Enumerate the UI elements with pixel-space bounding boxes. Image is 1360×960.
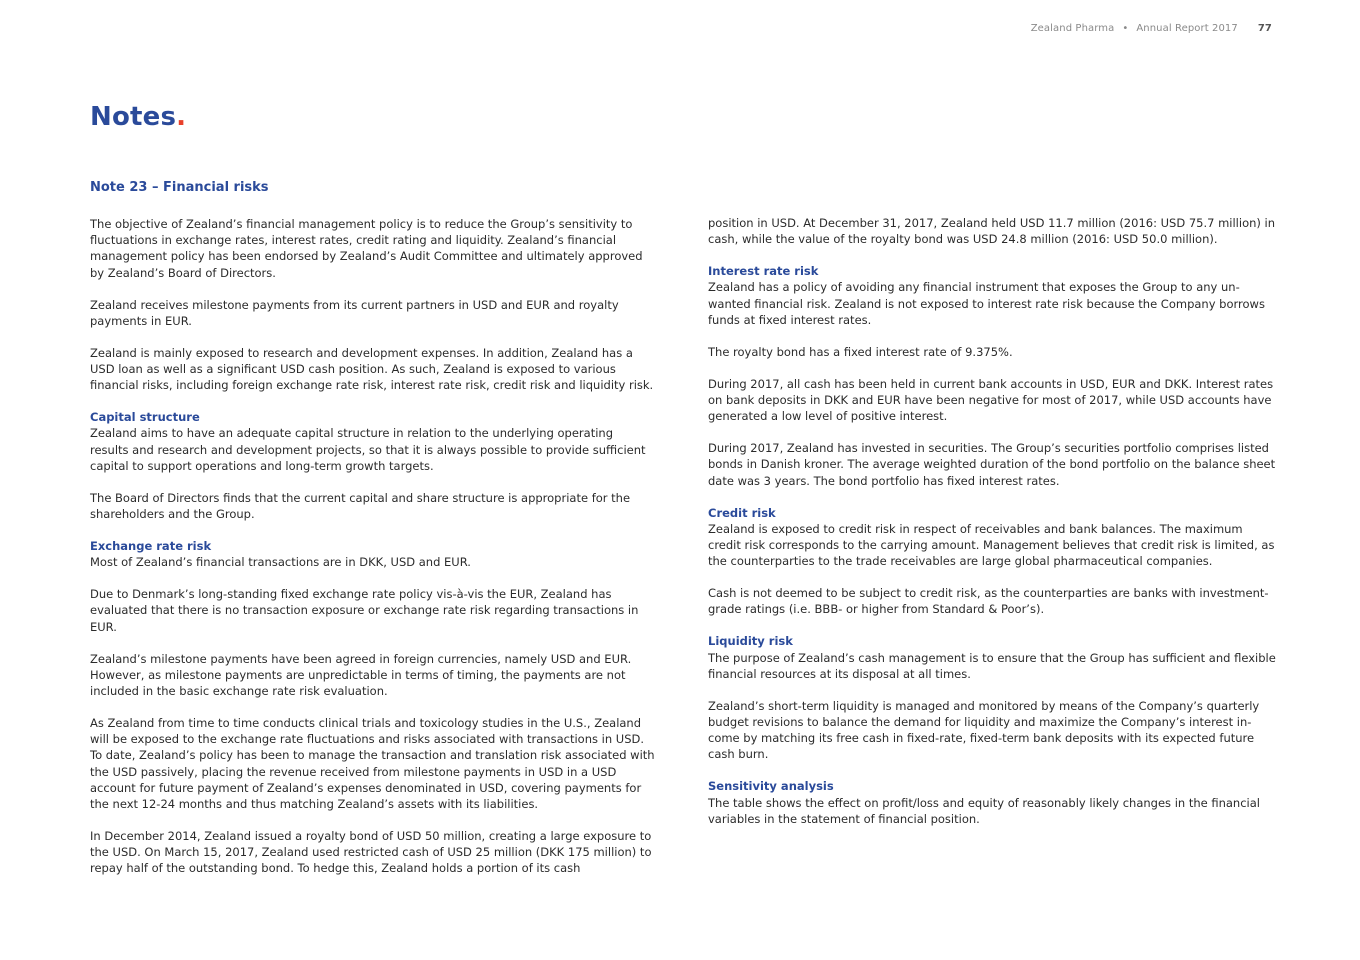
exchange-rate-risk-heading: Exchange rate risk	[90, 539, 212, 554]
running-header	[1031, 23, 1272, 34]
interest-rate-paragraph-3: During 2017, all cash has been held in current bank accounts in USD, EUR and DKK. Interest rates on bank deposits in DKK and EUR have been negative for most of 2017, while USD accounts have generated a low level of positive interest.	[708, 376, 1274, 424]
interest-rate-paragraph-2: The royalty bond has a fixed interest rate of 9.375%.	[708, 344, 1013, 359]
continued-paragraph: position in USD. At December 31, 2017, Zealand held USD 11.7 million (2016: USD 75.7 million) in cash, while the value of the royalty bond was USD 24.8 million (2016: USD 50.0 million).	[708, 216, 1276, 247]
capital-structure-paragraph-1: Zealand aims to have an adequate capital structure in relation to the underlying operating results and research and development projects, so that it is always possible to provide sufficient capital to support operations and long-term growth targets.	[90, 426, 646, 473]
exchange-rate-paragraph-3: Zealand’s milestone payments have been agreed in foreign currencies, namely USD and EUR. However, as milestone payments are unpredictable in terms of timing, the payments are not included in the basic exchange rate risk evaluation.	[90, 651, 632, 699]
credit-risk-paragraph-1: Zealand is exposed to credit risk in respect of receivables and bank balances. The maximum credit risk corresponds to the carrying amount. Management believes that credit risk is limited, as the counterparties to the trade receivables are large global pharmaceutical companies.	[708, 521, 1275, 569]
interest-rate-paragraph-4: During 2017, Zealand has invested in securities. The Group’s securities portfolio comprises listed bonds in Danish kroner. The average weighted duration of the bond portfolio on the balance sheet date was 3 years. The bond portfolio has fixed interest rates.	[708, 441, 1276, 488]
liquidity-risk-paragraph-1: The purpose of Zealand’s cash management is to ensure that the Group has sufficient and flexible financial resources at its disposal at all times.	[708, 650, 1276, 681]
capital-structure-heading: Capital structure	[90, 410, 200, 425]
page-title	[90, 102, 186, 132]
page-title-text: Notes	[90, 102, 177, 132]
liquidity-risk-heading: Liquidity risk	[708, 634, 793, 649]
page-number: 77	[1257, 23, 1272, 34]
interest-rate-risk-heading: Interest rate risk	[708, 264, 819, 279]
interest-rate-paragraph-1: Zealand has a policy of avoiding any financial instrument that exposes the Group to any unwanted financial risk. Zealand is not exposed to interest rate risk because the Company borrows funds at fixed interest rates.	[708, 280, 1265, 327]
intro-paragraph-1: The objective of Zealand’s financial management policy is to reduce the Group’s sensitivity to fluctuations in exchange rates, interest rates, credit rating and liquidity. Zealand’s financial management policy has been endorsed by Zealand’s Audit Committee and ultimately approved by Zealand’s Board of Directors.	[90, 217, 643, 280]
note-heading: Note 23 – Financial risks	[90, 180, 269, 195]
capital-structure-paragraph-2: The Board of Directors finds that the current capital and share structure is appropriate for the shareholders and the Group.	[90, 490, 631, 522]
right-column	[708, 215, 1278, 843]
liquidity-risk-paragraph-2: Zealand’s short-term liquidity is managed and monitored by means of the Company’s quarterly budget revisions to balance the demand for liquidity and maximize the Company’s interest income by matching its free cash in fixed-rate, fixed-term bank deposits with its expected future cash burn.	[708, 698, 1260, 762]
header-company: Zealand Pharma	[1030, 23, 1115, 34]
exchange-rate-paragraph-2: Due to Denmark’s long-standing fixed exchange rate policy vis-à-vis the EUR, Zealand has evaluated that there is no transaction exposure or exchange rate risk regarding transactions in EUR.	[90, 587, 639, 634]
left-column	[90, 216, 655, 892]
header-separator: •	[1122, 23, 1129, 34]
sensitivity-analysis-paragraph-1: The table shows the effect on profit/loss and equity of reasonably likely changes in the financial variables in the statement of financial position.	[708, 795, 1260, 826]
intro-paragraph-2: Zealand receives milestone payments from its current partners in USD and EUR and royalty payments in EUR.	[90, 297, 619, 328]
intro-paragraph-3: Zealand is mainly exposed to research and development expenses. In addition, Zealand has a USD loan as well as a significant USD cash position. As such, Zealand is exposed to various financial risks, including foreign exchange rate risk, interest rate risk, credit risk and liquidity risk.	[90, 345, 654, 393]
page-title-dot: .	[176, 102, 187, 132]
exchange-rate-paragraph-4: As Zealand from time to time conducts clinical trials and toxicology studies in the U.S., Zealand will be exposed to the exchange rate fluctuations and risks associated with transactions in USD. To date, Zealand’s policy has been to manage the transaction and translation risk associated with the USD passively, placing the revenue received from milestone payments in USD in a USD account for future payment of Zealand’s expenses denominated in USD, covering payments for the next 12-24 months and thus matching Zealand’s assets with its liabilities.	[90, 716, 655, 812]
credit-risk-paragraph-2: Cash is not deemed to be subject to credit risk, as the counterparties are banks with investment-grade ratings (i.e. BBB- or higher from Standard & Poor’s).	[708, 586, 1269, 617]
sensitivity-analysis-heading: Sensitivity analysis	[708, 779, 834, 794]
exchange-rate-paragraph-5: In December 2014, Zealand issued a royalty bond of USD 50 million, creating a large exposure to the USD. On March 15, 2017, Zealand used restricted cash of USD 25 million (DKK 175 million) to repay half of the outstanding bond. To hedge this, Zealand holds a portion of its cash	[90, 829, 652, 876]
credit-risk-heading: Credit risk	[708, 505, 776, 520]
exchange-rate-paragraph-1: Most of Zealand’s financial transactions are in DKK, USD and EUR.	[90, 555, 471, 570]
header-report-title: Annual Report 2017	[1136, 23, 1238, 34]
